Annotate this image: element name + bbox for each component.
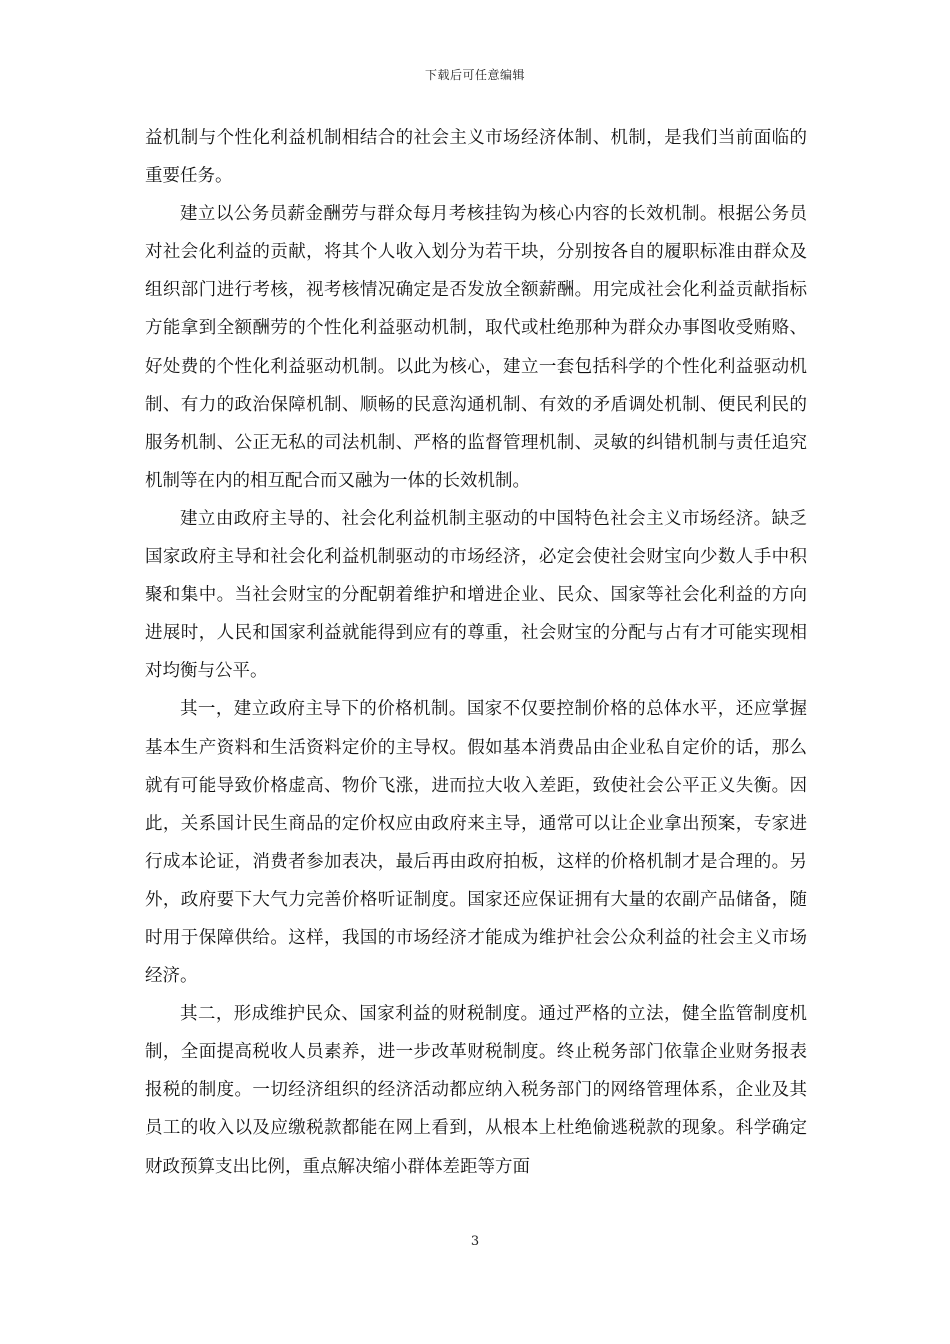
paragraph-market-economy: 建立由政府主导的、社会化利益机制主驱动的中国特色社会主义市场经济。缺乏国家政府主导和社会化利益机制驱动的市场经济，必定会使社会财宝向少数人手中积聚和集中。当社会财宝的分配朝着维护和增进企业、民众、国家等社会化利益的方向进展时，人民和国家利益就能得到应有的尊重，社会财宝的分配与占有才可能实现相对均衡与公平。	[145, 508, 807, 682]
paragraph-civil-servant-mechanism: 建立以公务员薪金酬劳与群众每月考核挂钩为核心内容的长效机制。根据公务员对社会化利益的贡献，将其个人收入划分为若干块，分别按各自的履职标准由群众及组织部门进行考核，视考核情况确定是否发放全额薪酬。用完成社会化利益贡献指标方能拿到全额酬劳的个性化利益驱动机制，取代或杜绝那种为群众办事图收受贿赂、好处费的个性化利益驱动机制。以此为核心，建立一套包括科学的个性化利益驱动机制、有力的政治保障机制、顺畅的民意沟通机制、有效的矛盾调处机制、便民利民的服务机制、公正无私的司法机制、严格的监督管理机制、灵敏的纠错机制与责任追究机制等在内的相互配合而又融为一体的长效机制。	[145, 204, 807, 491]
page-header: 下载后可任意编辑	[424, 68, 525, 82]
document-body	[145, 119, 807, 1186]
paragraph-tax-system: 其二，形成维护民众、国家利益的财税制度。通过严格的立法，健全监管制度机制，全面提高税收人员素养，进一步改革财税制度。终止税务部门依靠企业财务报表报税的制度。一切经济组织的经济活动都应纳入税务部门的网络管理体系，企业及其员工的收入以及应缴税款都能在网上看到，从根本上杜绝偷逃税款的现象。科学确定财政预算支出比例，重点解决缩小群体差距等方面	[145, 1004, 807, 1177]
page-number: 3	[470, 1234, 480, 1249]
paragraph-price-mechanism: 其一，建立政府主导下的价格机制。国家不仅要控制价格的总体水平，还应掌握基本生产资料和生活资料定价的主导权。假如基本消费品由企业私自定价的话，那么就有可能导致价格虚高、物价飞涨，进而拉大收入差距，致使社会公平正义失衡。因此，关系国计民生商品的定价权应由政府来主导，通常可以让企业拿出预案，专家进行成本论证，消费者参加表决，最后再由政府拍板，这样的价格机制才是合理的。另外，政府要下大气力完善价格听证制度。国家还应保证拥有大量的农副产品储备，随时用于保障供给。这样，我国的市场经济才能成为维护社会公众利益的社会主义市场经济。	[145, 699, 807, 987]
paragraph-continuation: 益机制与个性化利益机制相结合的社会主义市场经济体制、机制，是我们当前面临的重要任务。	[145, 128, 807, 187]
